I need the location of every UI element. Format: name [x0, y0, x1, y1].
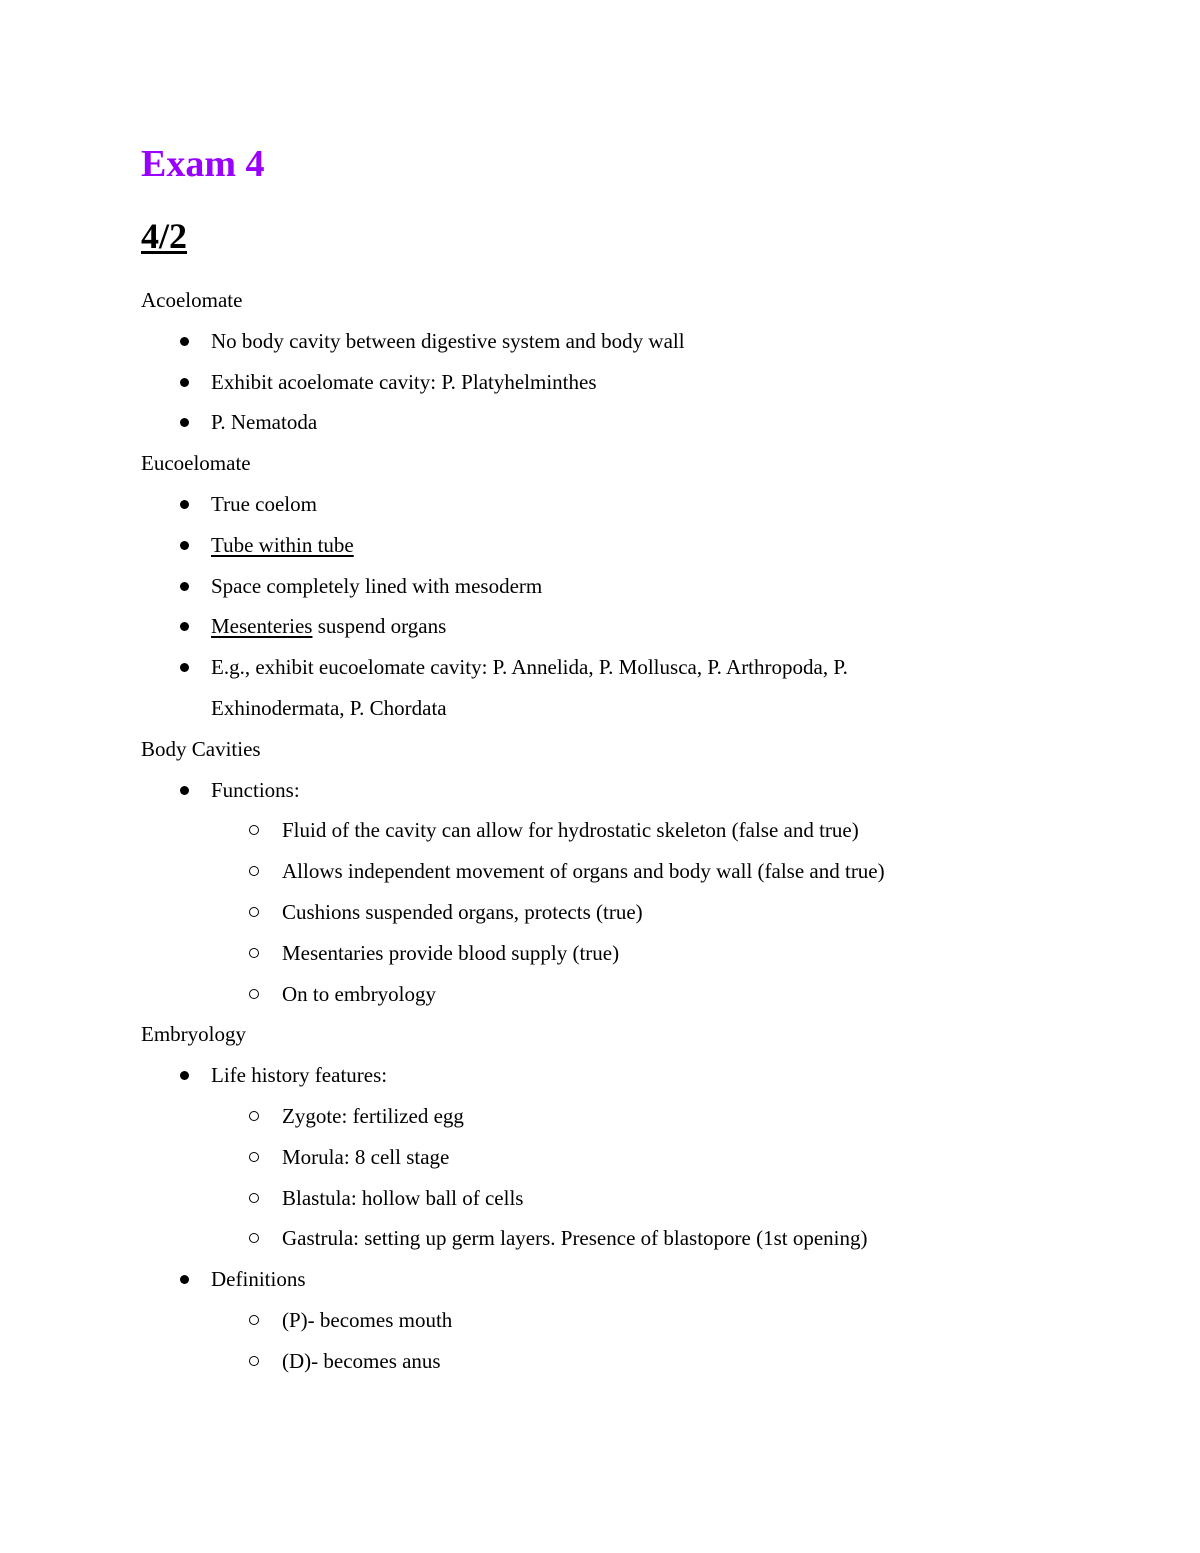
list-item-text-underlined: Tube within tube: [211, 532, 354, 557]
sub-list-item-text: (P)- becomes mouth: [282, 1307, 453, 1332]
bullet-circle-icon: [249, 989, 259, 999]
sub-list-item-text: Allows independent movement of organs and body wall (false and true): [282, 859, 885, 884]
sub-list-item: [141, 1137, 1081, 1178]
section-embryology: [141, 1014, 1081, 1381]
section-heading: Body Cavities: [141, 736, 261, 761]
list-item: [141, 770, 1081, 1015]
sub-list-item-text: Morula: 8 cell stage: [282, 1144, 450, 1169]
document-title: Exam 4: [141, 143, 265, 185]
sub-list-item: [141, 1341, 1081, 1382]
sub-bullet-list: [141, 1300, 1081, 1382]
document-page: [141, 140, 1081, 1382]
bullet-dot-icon: [180, 1071, 189, 1080]
sub-list-item: [141, 1218, 1081, 1259]
list-item-row: [141, 1055, 1081, 1096]
section-heading: Eucoelomate: [141, 451, 251, 476]
sub-list-item-text: (D)- becomes anus: [282, 1348, 441, 1373]
section-body-cavities: [141, 729, 1081, 1015]
list-item: [141, 525, 1081, 566]
sub-list-item-text: Zygote: fertilized egg: [282, 1103, 464, 1128]
bullet-dot-icon: [180, 1275, 189, 1284]
sub-list-item-text: On to embryology: [282, 981, 436, 1006]
sub-list-item: [141, 974, 1081, 1015]
list-item-row: [141, 770, 1081, 811]
bullet-circle-icon: [249, 1356, 259, 1366]
bullet-dot-icon: [180, 663, 189, 672]
list-item-text: suspend organs: [312, 614, 447, 639]
section-eucoelomate: [141, 443, 1081, 729]
sub-list-item: [141, 1178, 1081, 1219]
bullet-dot-icon: [180, 337, 189, 346]
sub-list-item: [141, 1300, 1081, 1341]
list-item-text: Exhibit acoelomate cavity: P. Platyhelminthes: [211, 369, 597, 394]
bullet-circle-icon: [249, 907, 259, 917]
sub-list-item: [141, 1096, 1081, 1137]
section-heading: Embryology: [141, 1022, 246, 1047]
list-item-text: Life history features:: [211, 1063, 388, 1088]
list-item: [141, 321, 1081, 362]
list-item-text: True coelom: [211, 491, 317, 516]
bullet-circle-icon: [249, 825, 259, 835]
sub-list-item-text: Gastrula: setting up germ layers. Presence of blastopore (1st opening): [282, 1226, 868, 1251]
sub-list-item-text: Fluid of the cavity can allow for hydrostatic skeleton (false and true): [282, 818, 859, 843]
list-item: [141, 1055, 1081, 1259]
list-item: [141, 566, 1081, 607]
list-item: [141, 606, 1081, 647]
bullet-dot-icon: [180, 582, 189, 591]
list-item: [141, 362, 1081, 403]
sub-bullet-list: [141, 810, 1081, 1014]
sub-list-item-text: Blastula: hollow ball of cells: [282, 1185, 524, 1210]
bullet-list: [141, 321, 1081, 443]
sub-list-item: [141, 851, 1081, 892]
list-item-row: [141, 1259, 1081, 1300]
bullet-circle-icon: [249, 948, 259, 958]
bullet-dot-icon: [180, 500, 189, 509]
list-item-text-underlined: Mesenteries: [211, 614, 313, 639]
sub-bullet-list: [141, 1096, 1081, 1259]
bullet-circle-icon: [249, 1193, 259, 1203]
list-item: [141, 647, 1081, 729]
date-heading: 4/2: [141, 216, 188, 256]
bullet-list: [141, 484, 1081, 729]
section-acoelomate: [141, 280, 1081, 443]
list-item-text: No body cavity between digestive system and body wall: [211, 328, 685, 353]
list-item-text: Functions:: [211, 777, 300, 802]
list-item: [141, 484, 1081, 525]
sub-list-item-text: Mesentaries provide blood supply (true): [282, 940, 620, 965]
bullet-circle-icon: [249, 1315, 259, 1325]
bullet-dot-icon: [180, 786, 189, 795]
bullet-circle-icon: [249, 1111, 259, 1121]
bullet-list: [141, 770, 1081, 1015]
sub-list-item: [141, 892, 1081, 933]
section-heading: Acoelomate: [141, 288, 243, 312]
list-item: [141, 1259, 1081, 1381]
sub-list-item: [141, 933, 1081, 974]
list-item-text: Space completely lined with mesoderm: [211, 573, 543, 598]
bullet-circle-icon: [249, 866, 259, 876]
bullet-circle-icon: [249, 1152, 259, 1162]
bullet-circle-icon: [249, 1233, 259, 1243]
bullet-dot-icon: [180, 622, 189, 631]
sub-list-item: [141, 810, 1081, 851]
bullet-list: [141, 1055, 1081, 1381]
list-item-text: Definitions: [211, 1267, 306, 1292]
bullet-dot-icon: [180, 418, 189, 427]
bullet-dot-icon: [180, 378, 189, 387]
list-item-text: P. Nematoda: [211, 410, 318, 435]
bullet-dot-icon: [180, 541, 189, 550]
list-item: [141, 402, 1081, 443]
list-item-text: E.g., exhibit eucoelomate cavity: P. Annelida, P. Mollusca, P. Arthropoda, P. Exhinodermata, P. Chordata: [211, 655, 848, 720]
sub-list-item-text: Cushions suspended organs, protects (true): [282, 899, 643, 924]
